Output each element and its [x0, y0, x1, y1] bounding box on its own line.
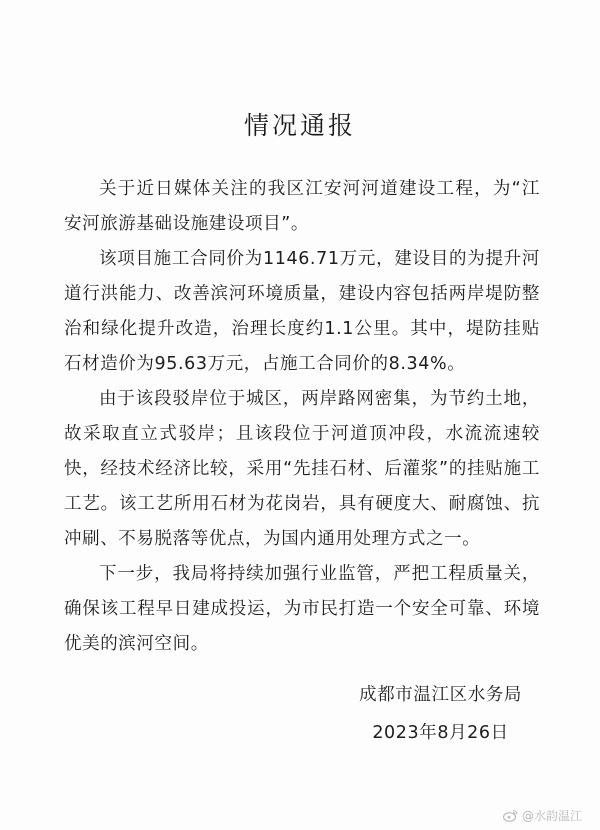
weibo-icon [503, 809, 518, 822]
watermark [503, 807, 582, 824]
watermark-text: @水韵温江 [521, 809, 582, 823]
signature-date: 2023年8月26日 [372, 723, 509, 743]
signature-organization: 成都市温江区水务局 [359, 685, 522, 705]
page-title: 情况通报 [243, 111, 356, 140]
paragraph-2: 该项目施工合同价为1146.71万元，建设目的为提升河道行洪能力、改善滨河环境质量，建设内容包括两岸堤防整治和绿化提升改造，治理长度约1.1公里。其中，堤防挂贴石材造价为95.63万元，占施工合同价的8.34%。 [64, 249, 540, 374]
notice-body [64, 172, 540, 662]
signature-block [359, 676, 522, 752]
paragraph-1: 关于近日媒体关注的我区江安河河道建设工程，为“江安河旅游基础设施建设项目”。 [64, 179, 540, 234]
paragraph-4: 下一步，我局将持续加强行业监管，严把工程质量关，确保该工程早日建成投运，为市民打造一个安全可靠、环境优美的滨河空间。 [64, 564, 540, 654]
paragraph-3: 由于该段驳岸位于城区，两岸路网密集，为节约土地，故采取直立式驳岸；且该段位于河道顶冲段，水流流速较快，经技术经济比较，采用“先挂石材、后灌浆”的挂贴施工工艺。该工艺所用石材为花岗岩，具有硬度大、耐腐蚀、抗冲刷、不易脱落等优点，为国内通用处理方式之一。 [64, 389, 540, 549]
